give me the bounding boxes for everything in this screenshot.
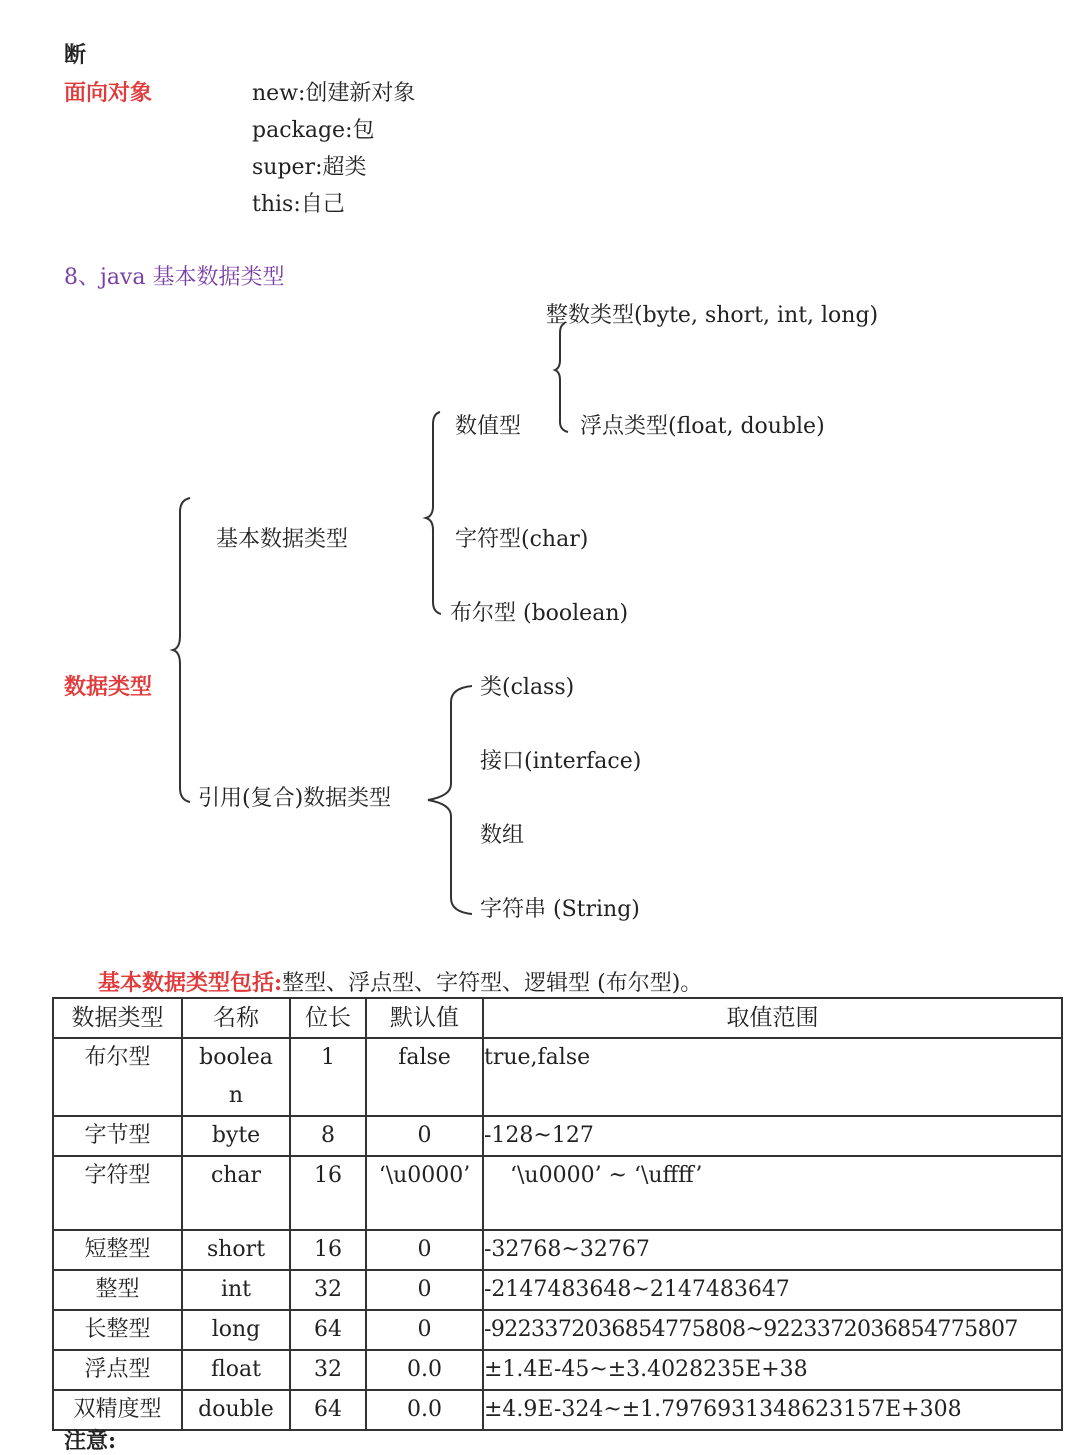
cell-bits: 32 [290, 1350, 366, 1390]
cell-range: ±1.4E-45~±3.4028235E+38 [483, 1350, 1062, 1390]
brace-numeric [555, 323, 568, 432]
cell-range: ±4.9E-324~±1.7976931348623157E+308 [483, 1390, 1062, 1430]
brace-reference [428, 686, 472, 914]
cell-default: false [366, 1038, 483, 1116]
header-range: 取值范围 [483, 998, 1062, 1038]
table-row [53, 1390, 1062, 1430]
cell-default: 0.0 [366, 1390, 483, 1430]
table-row [53, 1038, 1062, 1116]
cell-bits: 8 [290, 1116, 366, 1156]
header-default: 默认值 [366, 998, 483, 1038]
cell-bits: 1 [290, 1038, 366, 1116]
header-bits: 位长 [290, 998, 366, 1038]
keyword-super: super:超类 [252, 155, 367, 180]
brace-primitive [426, 412, 441, 614]
keyword-package: package:包 [252, 118, 375, 143]
cell-range: ‘\u0000’ ~ ‘\uffff’ [483, 1156, 1062, 1230]
cell-name: char [182, 1156, 290, 1230]
cell-name: float [182, 1350, 290, 1390]
tree-ref-string: 字符串 (String) [480, 897, 640, 922]
cell-default: 0 [366, 1230, 483, 1270]
cell-default: ‘\u0000’ [366, 1156, 483, 1230]
cell-range: -32768~32767 [483, 1230, 1062, 1270]
tree-ref-class: 类(class) [480, 675, 575, 700]
tree-root: 数据类型 [64, 674, 153, 700]
tree-integer: 整数类型(byte, short, int, long) [546, 303, 879, 328]
fragment-text: 断 [64, 42, 87, 68]
tree-floating: 浮点类型(float, double) [580, 414, 825, 439]
footer-note: 注意: [64, 1428, 117, 1454]
cell-name: short [182, 1230, 290, 1270]
cell-type: 字节型 [53, 1116, 182, 1156]
tree-numeric: 数值型 [455, 414, 522, 439]
cell-type: 短整型 [53, 1230, 182, 1270]
table-row [53, 1230, 1062, 1270]
cell-name: byte [182, 1116, 290, 1156]
cell-bits: 64 [290, 1310, 366, 1350]
cell-default: 0 [366, 1310, 483, 1350]
oop-title: 面向对象 [64, 80, 153, 106]
cell-type: 双精度型 [53, 1390, 182, 1430]
table-row [53, 1156, 1062, 1230]
cell-default: 0.0 [366, 1350, 483, 1390]
data-type-table [52, 997, 1063, 1431]
tree-boolean: 布尔型 (boolean) [450, 601, 629, 626]
cell-bits: 16 [290, 1230, 366, 1270]
tree-char: 字符型(char) [455, 527, 589, 552]
cell-default: 0 [366, 1270, 483, 1310]
cell-type: 字符型 [53, 1156, 182, 1230]
table-row [53, 1270, 1062, 1310]
summary-label: 基本数据类型包括: [98, 970, 283, 996]
table-row [53, 1350, 1062, 1390]
cell-default: 0 [366, 1116, 483, 1156]
cell-type: 长整型 [53, 1310, 182, 1350]
tree-reference: 引用(复合)数据类型 [198, 786, 392, 811]
summary-line [98, 966, 702, 997]
keyword-this: this:自己 [252, 192, 345, 217]
keyword-new: new:创建新对象 [252, 81, 416, 106]
cell-type: 布尔型 [53, 1038, 182, 1116]
table-header-row [53, 998, 1062, 1038]
cell-range: -128~127 [483, 1116, 1062, 1156]
cell-bits: 64 [290, 1390, 366, 1430]
cell-range: -2147483648~2147483647 [483, 1270, 1062, 1310]
summary-text: 整型、浮点型、字符型、逻辑型 (布尔型)。 [282, 971, 703, 996]
cell-name: long [182, 1310, 290, 1350]
cell-range: -9223372036854775808~9223372036854775807 [483, 1310, 1062, 1350]
tree-ref-array: 数组 [480, 823, 525, 848]
brace-root [173, 498, 190, 802]
cell-name: double [182, 1390, 290, 1430]
cell-bits: 16 [290, 1156, 366, 1230]
cell-type: 整型 [53, 1270, 182, 1310]
cell-range: true,false [483, 1038, 1062, 1116]
header-name: 名称 [182, 998, 290, 1038]
section-title: 8、java 基本数据类型 [64, 265, 285, 290]
cell-type: 浮点型 [53, 1350, 182, 1390]
cell-bits: 32 [290, 1270, 366, 1310]
table-row [53, 1310, 1062, 1350]
header-type: 数据类型 [53, 998, 182, 1038]
tree-ref-interface: 接口(interface) [480, 749, 642, 774]
tree-primitive: 基本数据类型 [216, 527, 349, 552]
cell-name: boolean [182, 1038, 290, 1116]
table-row [53, 1116, 1062, 1156]
cell-name: int [182, 1270, 290, 1310]
